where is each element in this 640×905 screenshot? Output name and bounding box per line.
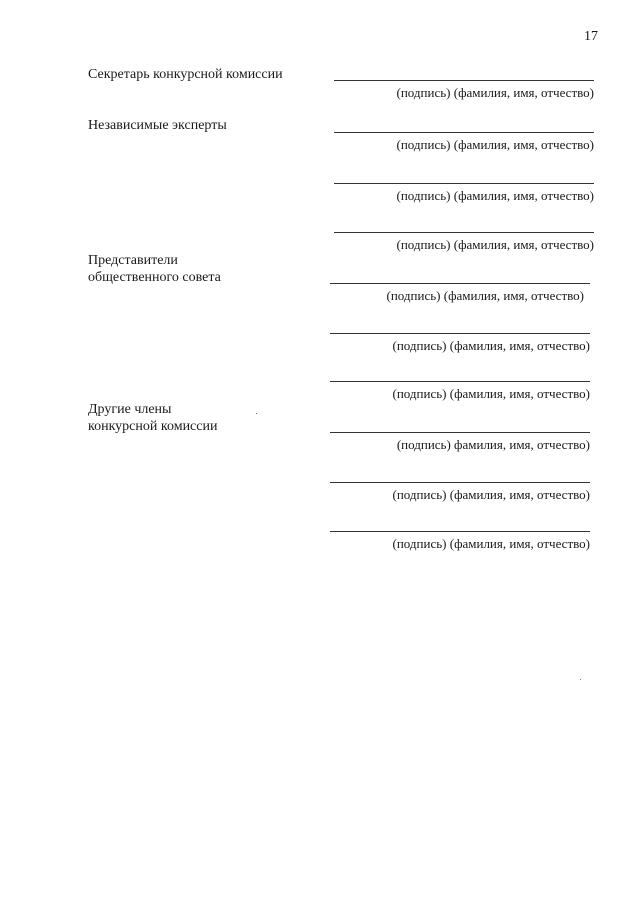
- label-line: Представители: [88, 253, 178, 268]
- signature-block-expert-3: [334, 232, 594, 252]
- signature-line: [330, 432, 590, 433]
- signature-caption: (подпись) (фамилия, имя, отчество): [396, 188, 594, 203]
- signature-line: [334, 80, 594, 81]
- signature-caption: (подпись) (фамилия, имя, отчество): [396, 237, 594, 252]
- signature-caption: (подпись) (фамилия, имя, отчество): [396, 137, 594, 152]
- label-line: конкурсной комиссии: [88, 419, 218, 434]
- scan-speck: [256, 413, 257, 414]
- label-line: Другие члены: [88, 402, 172, 417]
- signature-caption: (подпись) фамилия, имя, отчество): [396, 437, 590, 452]
- signature-line: [334, 232, 594, 233]
- section-label-other-members: [88, 401, 217, 435]
- signature-caption: (подпись) (фамилия, имя, отчество): [392, 487, 590, 502]
- scan-speck: [580, 679, 581, 680]
- signature-line: [330, 482, 590, 483]
- signature-block-member-2: [330, 482, 590, 502]
- signature-caption: (подпись) (фамилия, имя, отчество): [392, 338, 590, 353]
- section-label-public-council: [88, 252, 221, 286]
- label-line: Независимые эксперты: [88, 118, 227, 133]
- signature-block-member-3: [330, 531, 590, 551]
- signature-line: [334, 183, 594, 184]
- section-label-independent-experts: [88, 117, 227, 134]
- label-line: Секретарь конкурсной комиссии: [88, 67, 283, 82]
- signature-block-expert-1: [334, 132, 594, 152]
- signature-caption: (подпись) (фамилия, имя, отчество): [392, 536, 590, 551]
- section-label-secretary: [88, 66, 283, 83]
- signature-block-expert-2: [334, 183, 594, 203]
- signature-line: [330, 531, 590, 532]
- signature-block-member-1: [330, 432, 590, 452]
- signature-block-secretary: [334, 80, 594, 100]
- signature-caption: (подпись) (фамилия, имя, отчество): [392, 386, 590, 401]
- page-number: 17: [584, 29, 598, 44]
- signature-line: [330, 381, 590, 382]
- signature-block-council-1: [330, 283, 590, 303]
- label-line: общественного совета: [88, 270, 221, 285]
- signature-line: [330, 333, 590, 334]
- signature-block-council-3: [330, 381, 590, 401]
- signature-block-council-2: [330, 333, 590, 353]
- signature-caption: (подпись) (фамилия, имя, отчество): [386, 288, 584, 303]
- signature-caption: (подпись) (фамилия, имя, отчество): [396, 85, 594, 100]
- signature-line: [334, 132, 594, 133]
- signature-line: [330, 283, 590, 284]
